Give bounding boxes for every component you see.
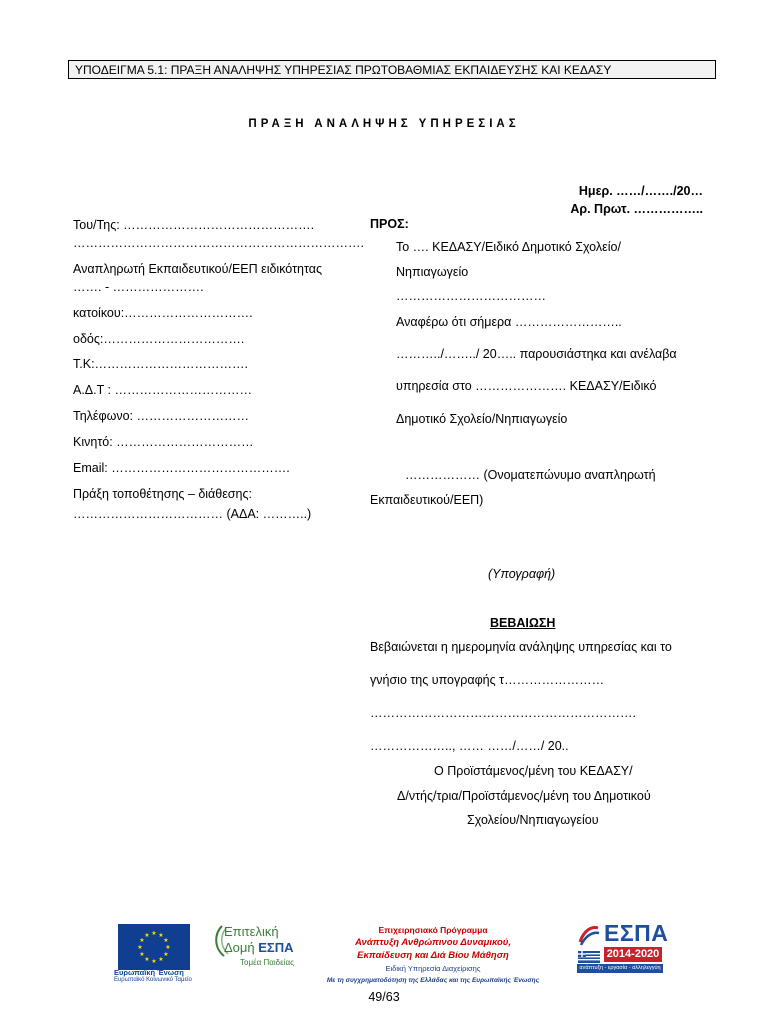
svg-text:★: ★ <box>144 956 150 963</box>
svg-text:★: ★ <box>139 937 145 944</box>
op-program-line-2: Ανάπτυξη Ανθρώπινου Δυναμικού, <box>354 937 512 948</box>
eu-fund-label: Ευρωπαϊκό Κοινωνικό Ταμείο <box>114 977 192 983</box>
statement-line-2: ………../……../ 20….. παρουσιάστηκα και ανέλαβα <box>396 347 677 361</box>
eu-label: Ευρωπαϊκή Ένωση <box>114 968 184 977</box>
certification-line-1: Βεβαιώνεται η ημερομηνία ανάληψης υπηρεσίας και το <box>370 640 672 654</box>
esp-logo-line-3: Τομέα Παιδείας <box>240 958 294 967</box>
recipient-line-1: Το …. ΚΕΔΑΣΥ/Ειδικό Δημοτικό Σχολείο/ <box>396 240 621 254</box>
template-title: ΥΠΟΔΕΙΓΜΑ 5.1: ΠΡΑΞΗ ΑΝΑΛΗΨΗΣ ΥΠΗΡΕΣΙΑΣ ΠΡΩΤΟΒΑΘΜΙΑΣ ΕΚΠΑΙΔΕΥΣΗΣ ΚΑΙ ΚΕΔΑΣΥ <box>68 60 716 79</box>
espa-years-badge: 2014-2020 <box>604 947 662 962</box>
sender-ada-line: ……………………………… (ΑΔΑ: ………..) <box>73 507 312 521</box>
recipient-line-3: ……………………………… <box>396 289 546 303</box>
svg-text:★: ★ <box>151 958 157 965</box>
sender-name-line: Του/Της: ………………………………………. <box>73 218 315 232</box>
certification-date-line: ……………….., …… ……/……/ 20.. <box>370 739 569 753</box>
head-title-line-1: Ο Προϊστάμενος/μένη του ΚΕΔΑΣΥ/ <box>434 764 633 778</box>
svg-text:★: ★ <box>139 951 145 958</box>
teacher-name-line-1: ……………… (Ονοματεπώνυμο αναπληρωτή <box>405 468 656 482</box>
sender-phone-line: Τηλέφωνο: ……………………… <box>73 409 250 423</box>
statement-line-3: υπηρεσία στο …………………. ΚΕΔΑΣΥ/Ειδικό <box>396 379 657 393</box>
document-title: ΠΡΑΞΗ ΑΝΑΛΗΨΗΣ ΥΠΗΡΕΣΙΑΣ <box>248 118 520 130</box>
sender-placement-line: Πράξη τοποθέτησης – διάθεσης: <box>73 487 252 501</box>
espa-motto: ανάπτυξη - εργασία - αλληλεγγύη <box>577 964 663 973</box>
op-program-line-4: Ειδική Υπηρεσία Διαχείρισης <box>385 964 481 973</box>
sender-mobile-line: Κινητό: …………………………… <box>73 435 254 449</box>
esp-logo-line-2 <box>224 940 294 955</box>
svg-text:★: ★ <box>163 937 169 944</box>
svg-text:★: ★ <box>165 944 171 951</box>
head-title-line-2: Δ/ντής/τρια/Προϊστάμενος/μένη του Δημοτικού <box>397 789 651 803</box>
esp-logo-word-domi: Δομή <box>224 940 259 955</box>
svg-text:★: ★ <box>158 956 164 963</box>
svg-text:★: ★ <box>158 932 164 939</box>
statement-line-4: Δημοτικό Σχολείο/Νηπιαγωγείο <box>396 412 568 426</box>
page-number: 49/63 <box>368 990 400 1004</box>
recipient-line-2: Νηπιαγωγείο <box>396 265 469 279</box>
sender-street-line: οδός:……………………………. <box>73 332 245 346</box>
date-line: Ημερ. ……/……./20… <box>578 184 703 198</box>
sender-email-line: Email: ……………………………………. <box>73 461 290 475</box>
sender-specialty-line: ……. - …………………. <box>73 280 204 294</box>
esp-logo-word-espa: ΕΣΠΑ <box>258 940 294 955</box>
espa-logo-word: ΕΣΠΑ <box>604 920 669 946</box>
certification-line-3: ………………………………………………………. <box>370 706 636 720</box>
statement-line-1: Αναφέρω ότι σήμερα …………………….. <box>396 315 622 329</box>
esp-logo-line-1: Επιτελική <box>224 924 279 939</box>
espa-swoosh-icon <box>578 924 600 946</box>
signature-label: (Υπογραφή) <box>488 567 556 581</box>
head-title-line-3: Σχολείου/Νηπιαγωγείου <box>467 813 599 827</box>
eu-stars-icon <box>118 924 190 970</box>
greek-flag-icon <box>578 951 600 963</box>
sender-id-line: Α.Δ.Τ : …………………………… <box>73 383 252 397</box>
sender-role-line: Αναπληρωτή Εκπαιδευτικού/ΕΕΠ ειδικότητας <box>73 262 322 276</box>
svg-text:★: ★ <box>144 932 150 939</box>
op-program-line-1: Επιχειρησιακό Πρόγραμμα <box>378 925 488 935</box>
certification-title: ΒΕΒΑΙΩΣΗ <box>490 616 556 630</box>
svg-text:★: ★ <box>163 951 169 958</box>
svg-text:★: ★ <box>137 944 143 951</box>
teacher-name-line-2: Εκπαιδευτικού/ΕΕΠ) <box>370 493 484 507</box>
svg-text:★: ★ <box>151 930 157 937</box>
eu-flag-logo <box>118 924 190 970</box>
to-label: ΠΡΟΣ: <box>370 217 409 231</box>
sender-residence-line: κατοίκου:…………………………. <box>73 306 253 320</box>
protocol-line: Αρ. Πρωτ. …………….. <box>570 202 703 216</box>
op-program-line-3: Εκπαίδευση και Διά Βίου Μάθηση <box>357 950 509 961</box>
op-program-line-5: Με τη συγχρηματοδότηση της Ελλάδας και της Ευρωπαϊκής Ένωσης <box>326 977 540 984</box>
sender-postcode-line: Τ.Κ:………………………………. <box>73 357 249 371</box>
certification-line-2: γνήσιο της υπογραφής τ…………………… <box>370 673 605 687</box>
sender-name-continuation: ……………………………………………………………. <box>73 236 364 250</box>
